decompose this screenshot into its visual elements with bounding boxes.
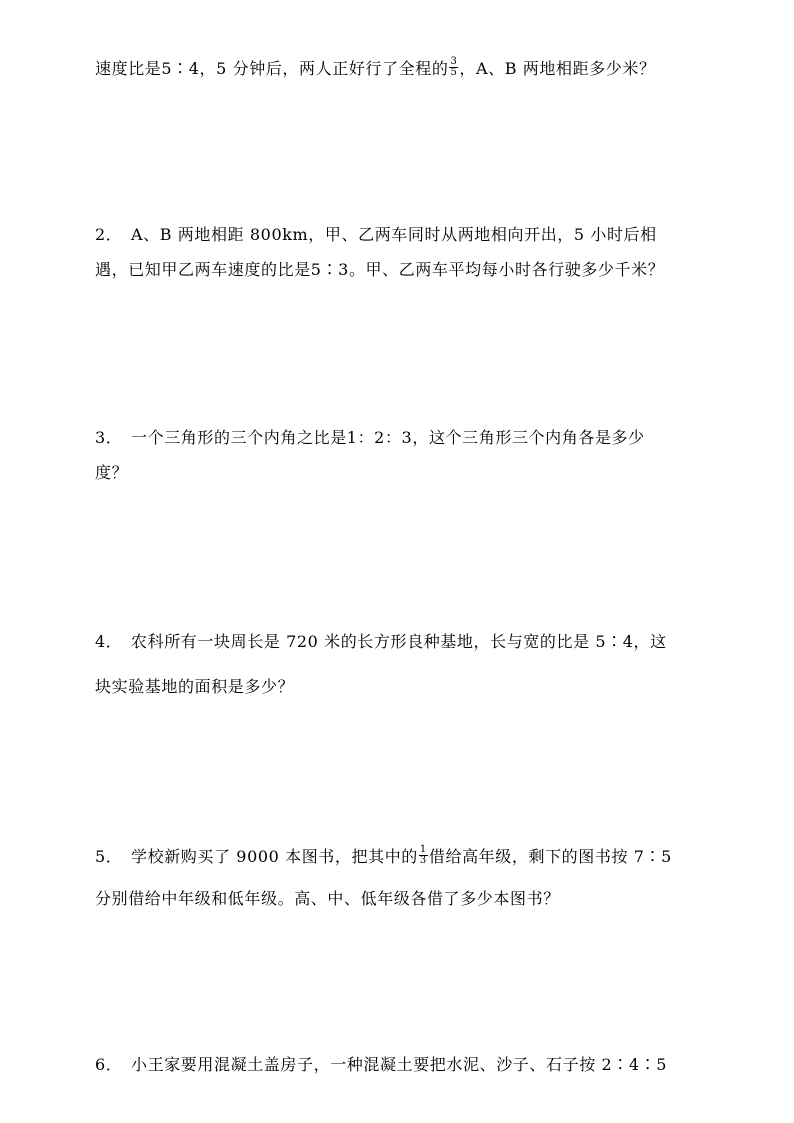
fraction-denominator: 3: [419, 855, 427, 866]
question-4-line-2: [95, 676, 705, 698]
question-1-text-b: ，A、B 两地相距多少米？: [459, 59, 656, 78]
question-4-line-1: [95, 631, 705, 653]
question-2-number: 2．: [95, 225, 123, 244]
question-3-number: 3．: [95, 428, 123, 447]
question-2-line-2: [95, 259, 705, 281]
question-5-text-line-2: 分别借给中年级和低年级。高、中、低年级各借了多少本图书？: [95, 889, 560, 908]
question-2-text-line-1: A、B 两地相距 800km，甲、乙两车同时从两地相向开出，5 小时后相: [131, 225, 657, 244]
question-6-line-1: [95, 1054, 705, 1076]
fraction-denominator: 5: [450, 67, 458, 78]
question-3-line-1: [95, 427, 705, 449]
question-5-line-2: [95, 888, 705, 910]
question-3-text-line-2: 度？: [95, 463, 129, 482]
question-2-line-1: [95, 224, 705, 246]
question-1-text-a: 速度比是5∶4，5 分钟后，两人正好行了全程的: [95, 59, 449, 78]
question-3-text-line-1: 一个三角形的三个内角之比是1：2：3，这个三角形三个内角各是多少: [131, 428, 645, 447]
question-6-text-line-1: 小王家要用混凝土盖房子，一种混凝土要把水泥、沙子、石子按 2∶4∶5: [131, 1055, 668, 1074]
question-1-line-1: [95, 58, 705, 80]
fraction-numerator: 1: [419, 844, 427, 855]
fraction-one-third: [419, 845, 428, 866]
question-6-number: 6．: [95, 1055, 123, 1074]
question-5-number: 5．: [95, 847, 123, 866]
question-4-text-line-1: 农科所有一块周长是 720 米的长方形良种基地，长与宽的比是 5∶4，这: [131, 632, 667, 651]
question-2-text-line-2: 遇，已知甲乙两车速度的比是5∶3。甲、乙两车平均每小时各行驶多少千米？: [95, 260, 665, 279]
question-4-number: 4．: [95, 632, 123, 651]
question-5-text-b: 借给高年级，剩下的图书按 7∶5: [428, 847, 672, 866]
fraction-numerator: 3: [450, 56, 458, 67]
question-5-line-1: [95, 846, 705, 868]
question-3-line-2: [95, 462, 705, 484]
fraction-three-fifths: [449, 57, 458, 78]
question-5-text-a: 学校新购买了 9000 本图书，把其中的: [131, 847, 418, 866]
question-4-text-line-2: 块实验基地的面积是多少？: [95, 677, 295, 696]
